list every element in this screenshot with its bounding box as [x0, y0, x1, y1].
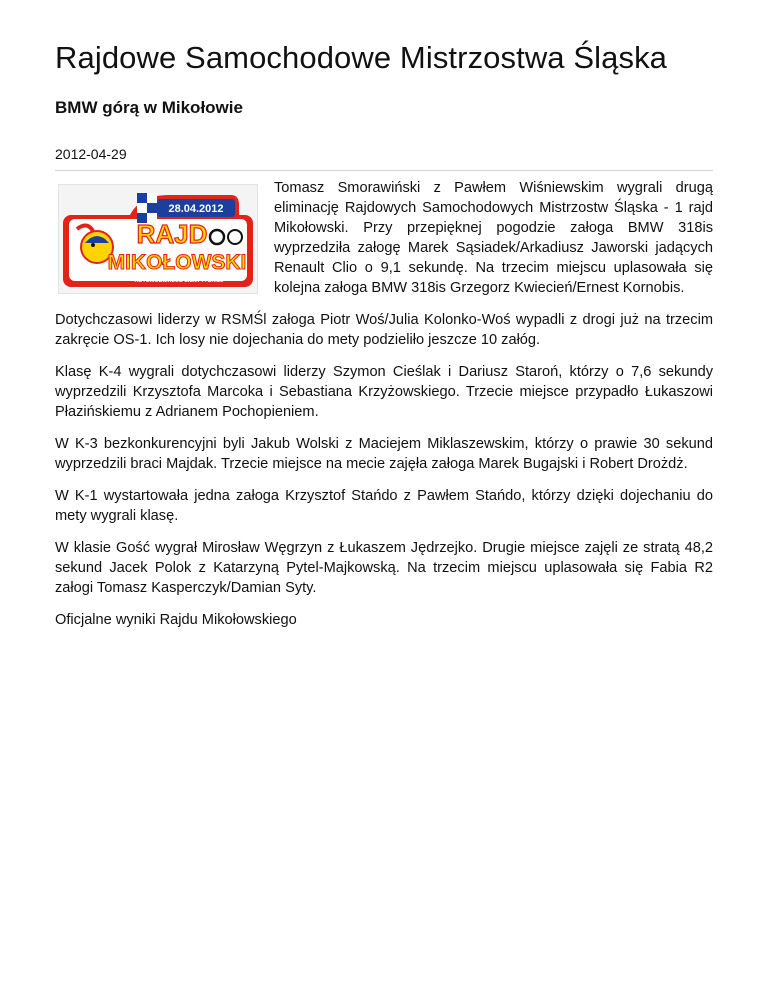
site-title: Rajdowe Samochodowe Mistrzostwa Śląska [55, 40, 668, 75]
article-date: 2012-04-29 [55, 146, 127, 162]
paragraph-1: Tomasz Smorawiński z Pawłem Wiśniewskim wygrali drugą eliminację Rajdowych Samochodowych Mistrzostw Śląska - 1 rajd Mikołowski. Przy przepięknej pogodzie załoga BMW 318is wyprzedziła załogę Marek Sąsiadek/Arkadiusz Jaworski jadących Renault Clio o 9,1 sekundę. Na trzecim miejscu uplasowała się kolejna załoga BMW 318is Grzegorz Kwiecień/Ernest Kornobis. [274, 180, 713, 296]
paragraph-2: Dotychczasowi liderzy w RSMŚl załoga Piotr Woś/Julia Kolonko-Woś wypadli z drogi już na trzecim zakręcie OS-1. Ich losy nie dojechania do mety podzieliło jeszcze 10 załóg. [55, 312, 713, 348]
article-title: BMW górą w Mikołowie [55, 98, 243, 117]
divider [55, 170, 713, 171]
article-intro [55, 178, 713, 298]
logo-word-rajd: RAJD [136, 219, 208, 249]
article-body [55, 178, 713, 642]
rally-logo-image [58, 184, 258, 294]
results-link[interactable]: Oficjalne wyniki Rajdu Mikołowskiego [55, 612, 297, 628]
paragraph-3: Klasę K-4 wygrali dotychczasowi liderzy Szymon Cieślak i Dariusz Staroń, którzy o 7,6 sekundy wyprzedzili Krzysztofa Marcoka i Sebastiana Krzyżowskiego. Trzecie miejsce przypadło Łukaszowi Płazińskiemu z Adrianem Pochopieniem. [55, 364, 713, 420]
paragraph-6: W klasie Gość wygrał Mirosław Węgrzyn z Łukaszem Jędrzejko. Drugie miejsce zajęli ze stratą 48,2 sekund Jacek Polok z Katarzyną Pytel-Majkowską. Na trzecim miejscu uplasowała się Fabia R2 załogi Tomasz Kasperczyk/Damian Syty. [55, 540, 713, 596]
paragraph-4: W K-3 bezkonkurencyjni byli Jakub Wolski z Maciejem Miklaszewskim, którzy o prawie 30 sekund wyprzedzili braci Majdak. Trzecie miejsce na mecie zajęła załoga Marek Bugajski i Robert Drożdż. [55, 436, 713, 472]
paragraph-5: W K-1 wystartowała jedna załoga Krzysztof Stańdo z Pawłem Stańdo, którzy dzięki dojechaniu do mety wygrali klasę. [55, 488, 713, 524]
logo-date-text: 28.04.2012 [168, 203, 224, 215]
rally-logo-graphic [59, 185, 257, 293]
logo-club-text: AUTOMOBILKLUB ZIEMI TYSKIEJ [134, 278, 224, 284]
logo-word-mikolowski: MIKOŁOWSKI [107, 251, 247, 274]
